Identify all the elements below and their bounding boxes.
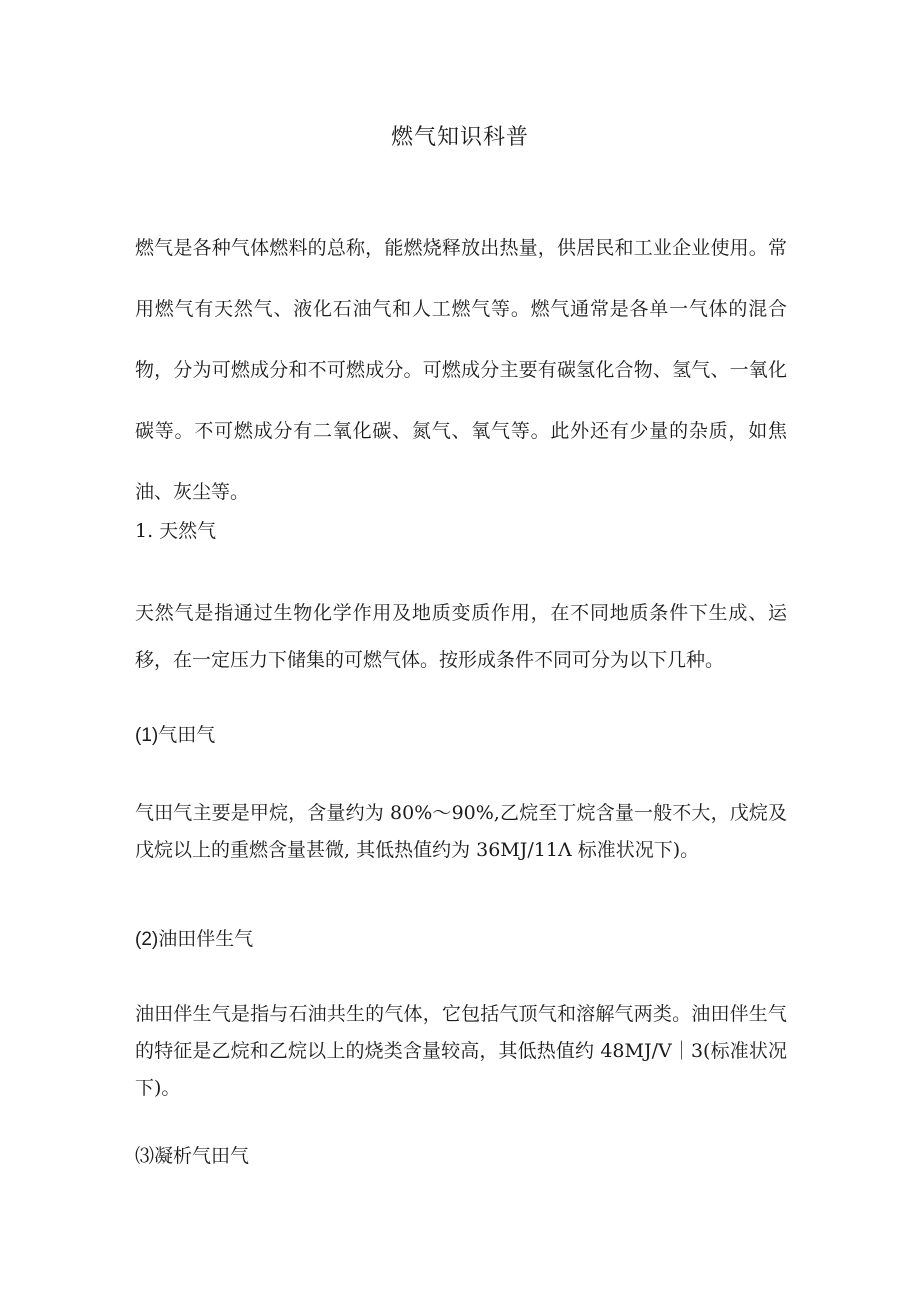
subheading-text: 油田伴生气 [158,928,254,950]
document-title: 燃气知识科普 [390,125,529,150]
subheading-number: (1) [135,725,159,746]
intro-paragraph: 燃气是各种气体燃料的总称，能燃烧释放出热量，供居民和工业企业使用。常用燃气有天然气、液化石油气和人工燃气等。燃气通常是各单一气体的混合物，分为可燃成分和不可燃成分。可燃成分主要有碳氢化合物、氢气、一氧化碳等。不可燃成分有二氧化碳、氮气、氧气等。此外还有少量的杂质，如焦油、灰尘等。 [135,237,787,503]
natural-gas-paragraph: 天然气是指通过生物化学作用及地质变质作用，在不同地质条件下生成、运移，在一定压力下储集的可燃气体。按形成条件不同可分为以下几种。 [135,602,787,671]
associated-gas-paragraph: 油田伴生气是指与石油共生的气体，它包括气顶气和溶解气两类。油田伴生气的特征是乙烷和乙烷以上的烧类含量较高，其低热值约 48MJ∕V｜3(标准状况下)。 [135,1003,787,1099]
subheading-number: (2) [135,929,159,950]
subheading-text: 气田气 [158,724,216,746]
subheading-gas-field [135,721,215,750]
section-heading-natural-gas: 1. 天然气 [135,520,217,542]
subheading-condensate-gas: ⑶凝析气田气 [135,1145,250,1167]
subheading-associated-gas [135,925,253,954]
gas-field-paragraph: 气田气主要是甲烷，含量约为 80%～90%,乙烷至丁烷含量一般不大，戊烷及戊烷以上的重燃含量甚微, 其低热值约为 36MJ∕11Λ 标准状况下)。 [135,802,787,861]
